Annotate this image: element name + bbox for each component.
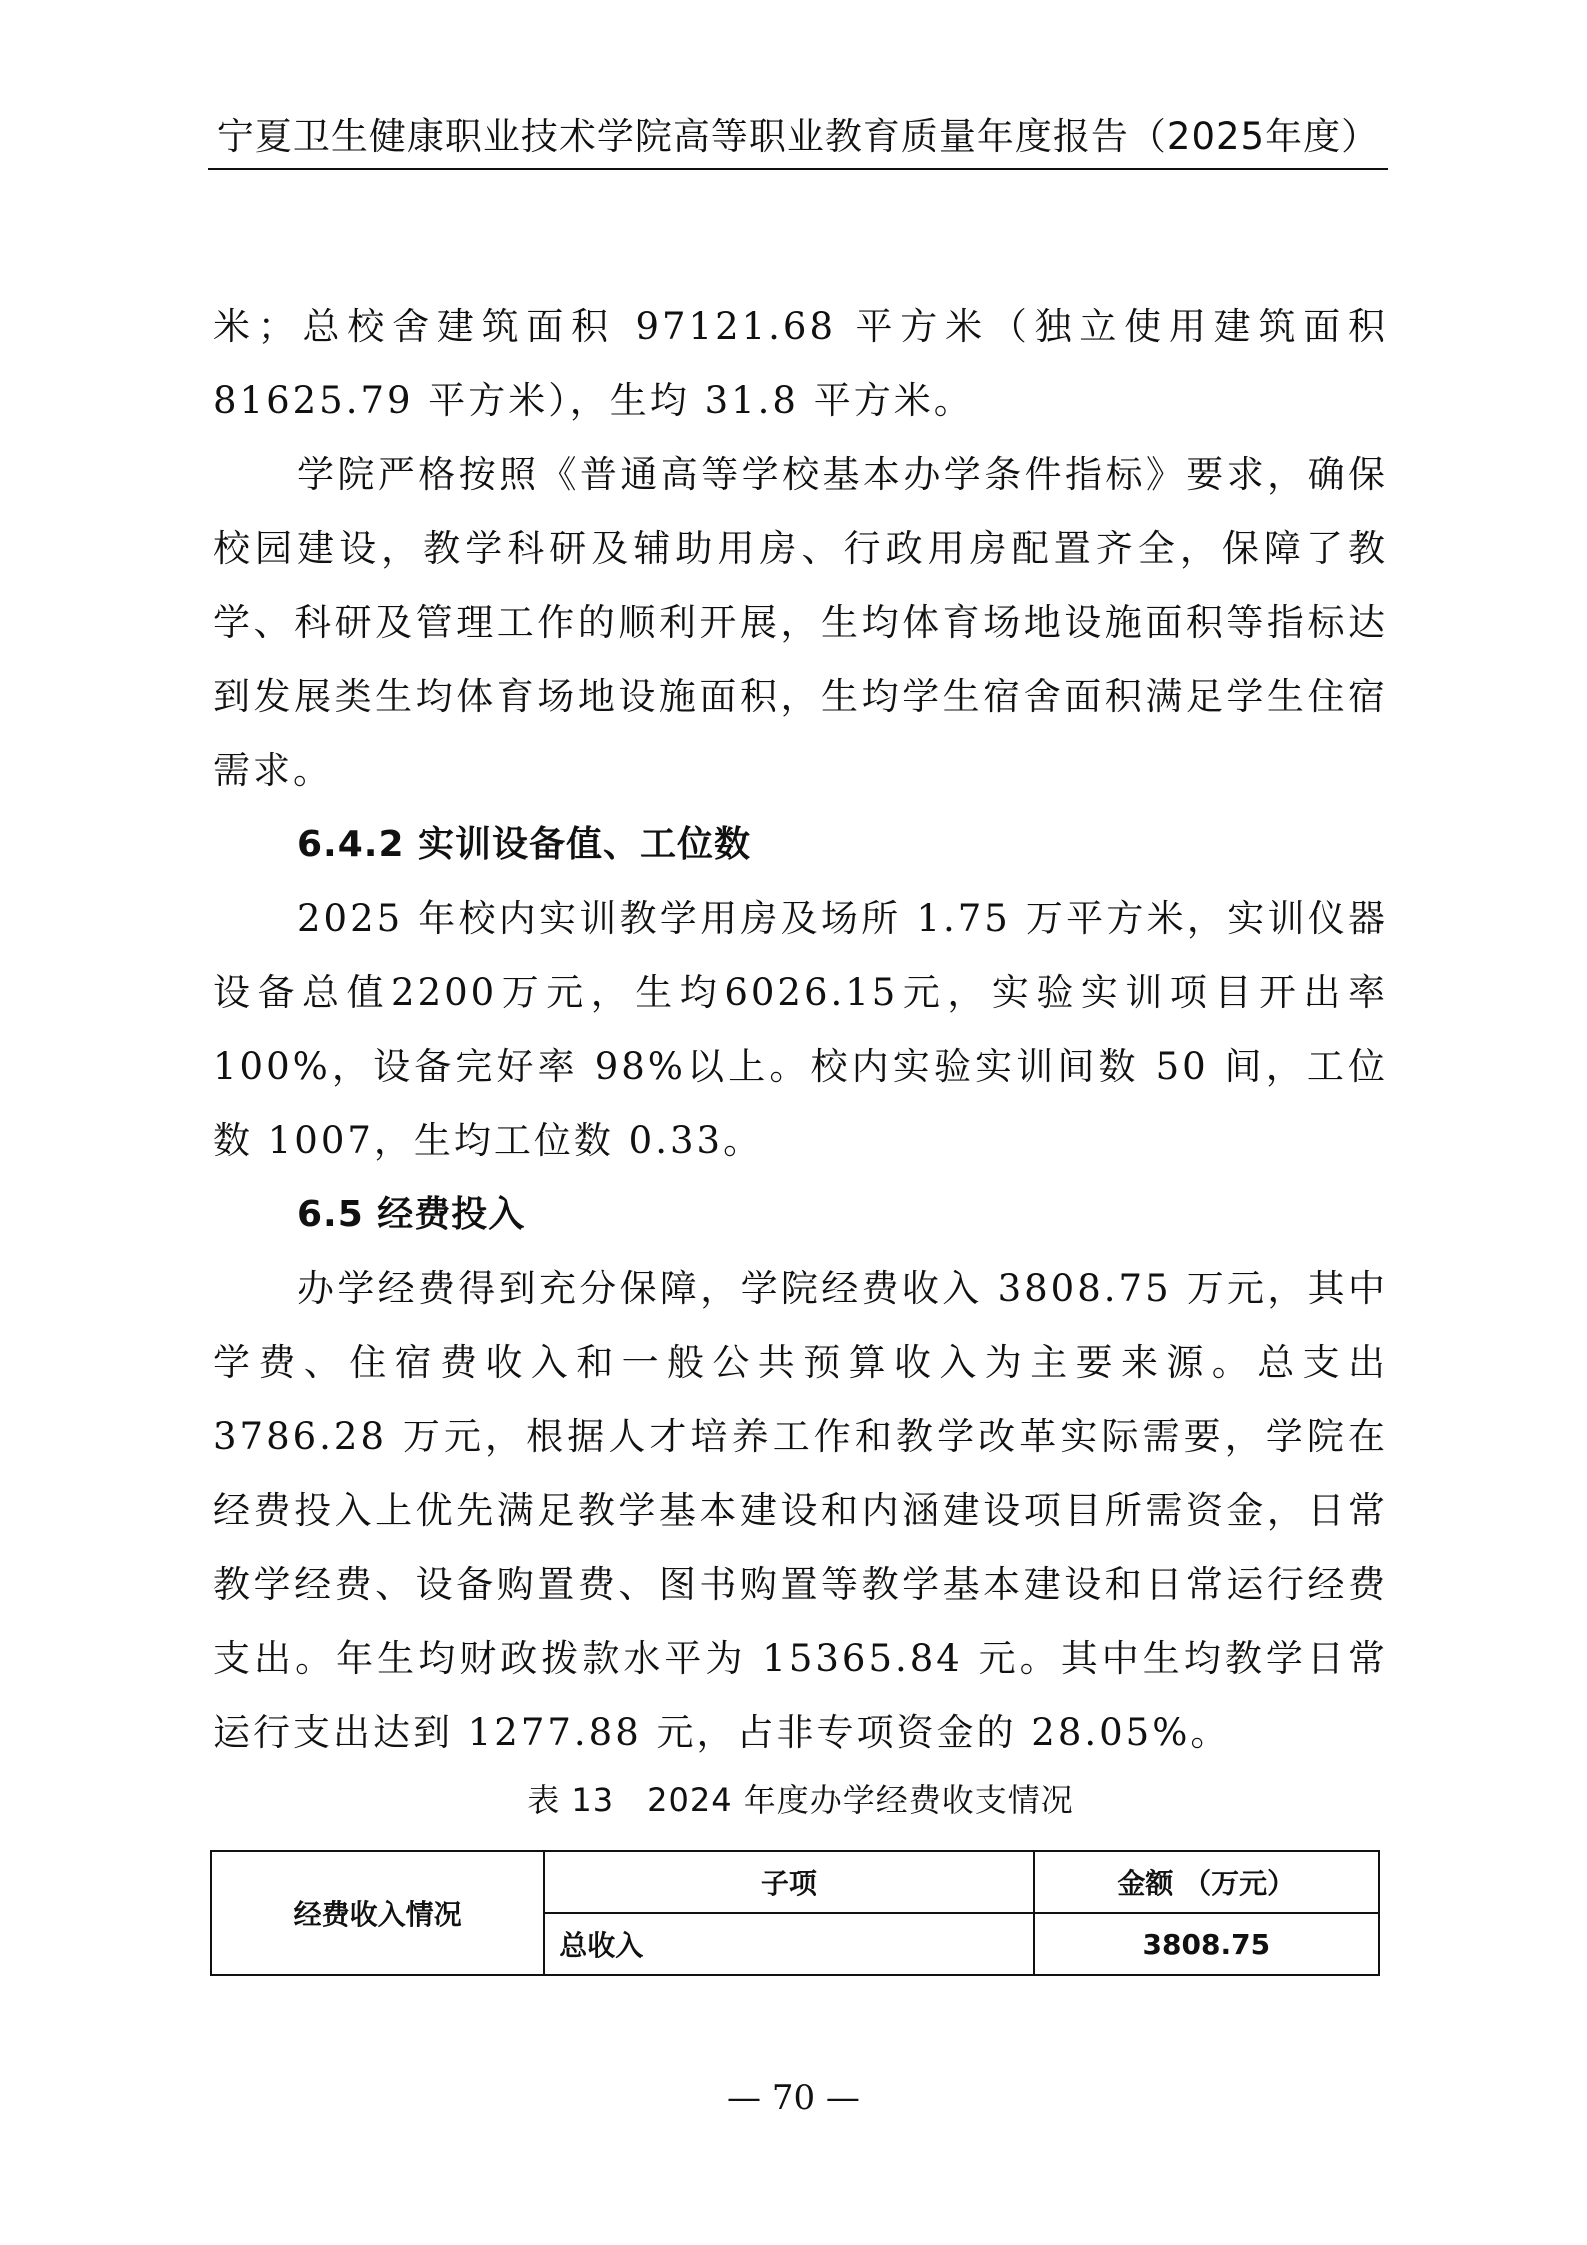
funding-table (210, 1850, 1380, 1976)
table-row-header: 经费收入情况 (211, 1851, 544, 1975)
paragraph-campus-standards: 学院严格按照《普通高等学校基本办学条件指标》要求，确保校园建设，教学科研及辅助用房、行政用房配置齐全，保障了教学、科研及管理工作的顺利开展，生均体育场地设施面积等指标达到发展类生均体育场地设施面积，生均学生宿舍面积满足学生住宿需求。 (213, 453, 1388, 792)
page-number: — 70 — (727, 2078, 860, 2118)
paragraph-building-area: 米；总校舍建筑面积 97121.68 平方米（独立使用建筑面积 81625.79 平方米），生均 31.8 平方米。 (213, 305, 1388, 422)
table-caption: 表 13 2024 年度办学经费收支情况 (527, 1781, 1074, 1819)
document-body (213, 290, 1388, 1830)
section-heading-training-equipment: 6.4.2 实训设备值、工位数 (297, 824, 752, 865)
paragraph-training-equipment: 2025 年校内实训教学用房及场所 1.75 万平方米，实训仪器设备总值2200万元，生均6026.15元，实验实训项目开出率100%，设备完好率 98%以上。校内实验实训间数 50 间，工位数 1007，生均工位数 0.33。 (213, 897, 1388, 1162)
header-divider (208, 168, 1388, 170)
table-column-subitem: 子项 (544, 1851, 1033, 1913)
table-column-amount: 金额 （万元） (1034, 1851, 1379, 1913)
table-cell-amount: 3808.75 (1034, 1913, 1379, 1975)
section-heading-funding: 6.5 经费投入 (297, 1194, 526, 1235)
table-cell-item: 总收入 (544, 1913, 1033, 1975)
paragraph-funding: 办学经费得到充分保障，学院经费收入 3808.75 万元，其中学费、住宿费收入和一般公共预算收入为主要来源。总支出3786.28 万元，根据人才培养工作和教学改革实际需要，学院在经费投入上优先满足教学基本建设和内涵建设项目所需资金，日常教学经费、设备购置费、图书购置等教学基本建设和日常运行经费支出。年生均财政拨款水平为 15365.84 元。其中生均教学日常运行支出达到 1277.88 元，占非专项资金的 28.05%。 (213, 1267, 1388, 1754)
page-header-title: 宁夏卫生健康职业技术学院高等职业教育质量年度报告（2025年度） (216, 115, 1380, 158)
table-header-row (211, 1851, 1379, 1913)
